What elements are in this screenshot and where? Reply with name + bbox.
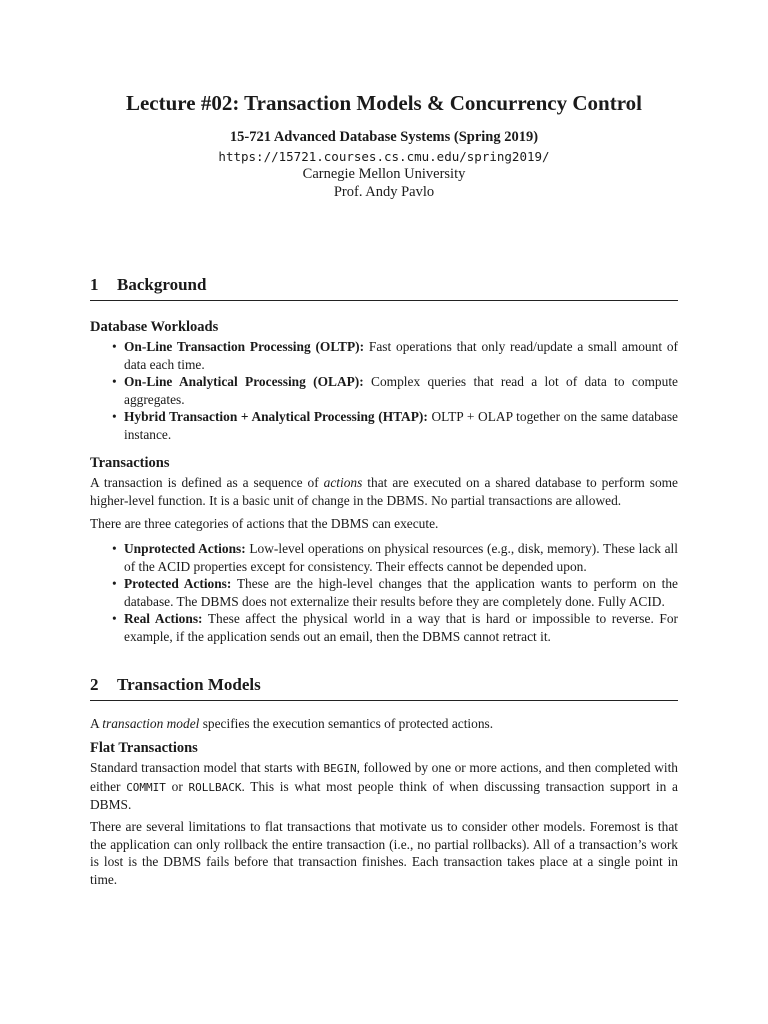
list-item	[90, 540, 678, 575]
list-item-text: These are the high-level changes that the application wants to perform on the database. The DBMS does not externalize their results before they are completely done. Fully ACID.	[124, 576, 678, 609]
code-rollback: ROLLBACK	[188, 780, 242, 794]
flat-transactions-paragraph	[90, 759, 678, 814]
action-categories-intro: There are three categories of actions that the DBMS can execute.	[90, 516, 439, 531]
text-span: A transaction is defined as a sequence of	[90, 475, 324, 490]
page-title: Lecture #02: Transaction Models & Concurrency Control	[125, 91, 642, 115]
code-commit: COMMIT	[126, 780, 166, 794]
list-item-text: These affect the physical world in a way that is hard or impossible to reverse. For example, if the application sends out an email, then the DBMS cannot retract it.	[124, 611, 678, 644]
list-item	[90, 373, 678, 408]
subheading-database-workloads: Database Workloads	[90, 319, 219, 335]
professor-name: Prof. Andy Pavlo	[333, 184, 435, 200]
text-span: or	[165, 778, 189, 794]
section-number: 2	[90, 675, 99, 694]
list-item-text: Low-level operations on physical resources (e.g., disk, memory). These lack all of the ACID properties except for consistency. Their effects cannot be depended upon.	[124, 541, 678, 574]
course-url[interactable]: https://15721.courses.cs.cmu.edu/spring2019/	[218, 149, 550, 164]
transaction-model-intro	[90, 715, 678, 733]
list-item-term: On-Line Transaction Processing (OLTP):	[124, 339, 365, 354]
text-span: . This is what most people think of when discussing transaction support in a DBMS.	[90, 778, 678, 813]
list-item	[90, 610, 678, 645]
actions-list	[90, 540, 678, 646]
section-heading-transaction-models	[90, 674, 678, 701]
list-item	[90, 338, 678, 373]
subheading-transactions: Transactions	[90, 455, 170, 471]
code-begin: BEGIN	[323, 762, 357, 775]
section-title: Transaction Models	[117, 675, 261, 694]
emphasis-actions: actions	[323, 475, 363, 490]
text-span: , followed by one or more actions, and then completed with either	[90, 760, 678, 794]
text-span: specifies the execution semantics of protected actions.	[199, 716, 494, 731]
list-item-term: On-Line Analytical Processing (OLAP):	[124, 374, 364, 390]
course-name: 15-721 Advanced Database Systems (Spring 2019)	[229, 129, 539, 145]
list-item-term: Hybrid Transaction + Analytical Processing (HTAP):	[124, 409, 428, 425]
flat-transactions-limitations: There are several limitations to flat transactions that motivate us to consider other models. Foremost is that the application can only rollback the entire transaction (i.e., no partial rollbacks). All of a transaction’s work is lost is the DBMS fails before that transaction finishes. Each transaction takes place at a single point in time.	[90, 819, 678, 887]
list-item-text: Complex queries that read a lot of data to compute aggregates.	[124, 374, 678, 407]
list-item-term: Protected Actions:	[124, 576, 232, 592]
section-number: 1	[90, 275, 99, 294]
list-item-text: Fast operations that only read/update a small amount of data each time.	[124, 339, 678, 372]
university-name: Carnegie Mellon University	[302, 166, 466, 182]
section-title: Background	[117, 275, 207, 294]
list-item-term: Real Actions:	[124, 611, 203, 627]
list-item	[90, 575, 678, 610]
text-span: Standard transaction model that starts with	[90, 760, 324, 775]
text-span: that are executed on a shared database to perform some higher-level function. It is a basic unit of change in the DBMS. No partial transactions are allowed.	[90, 475, 678, 508]
emphasis-transaction-model: transaction model	[102, 716, 200, 731]
transactions-paragraph	[90, 474, 678, 509]
section-heading-background	[90, 274, 678, 301]
list-item	[90, 408, 678, 443]
list-item-text: OLTP + OLAP together on the same database instance.	[124, 409, 678, 442]
text-span: A	[90, 716, 103, 731]
list-item-term: Unprotected Actions:	[124, 541, 246, 556]
subheading-flat-transactions: Flat Transactions	[90, 740, 198, 756]
workloads-list	[90, 338, 678, 444]
